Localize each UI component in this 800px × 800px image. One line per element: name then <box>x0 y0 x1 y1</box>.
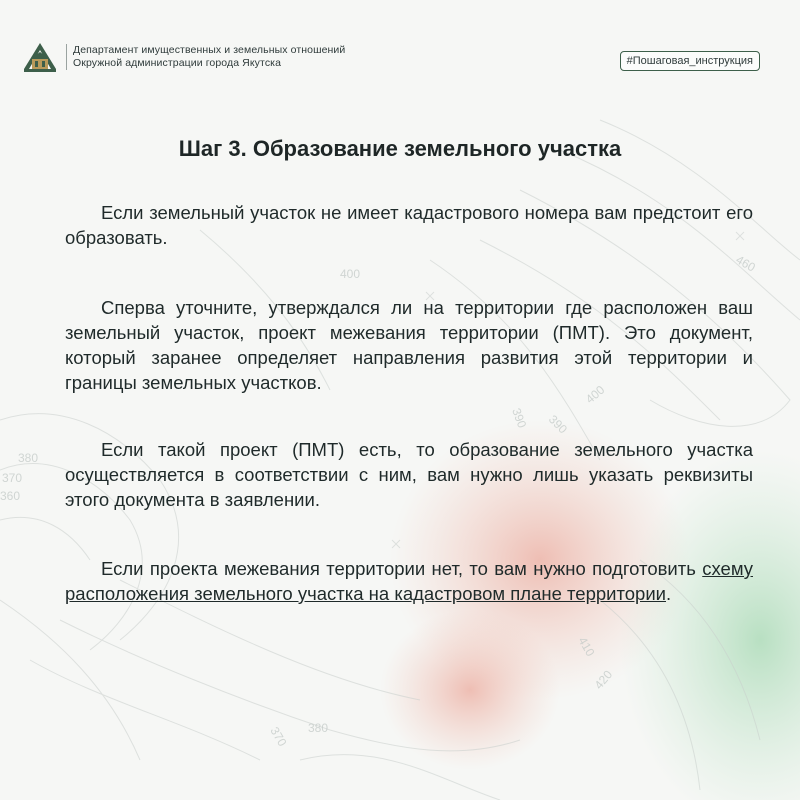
instruction-text <box>65 200 753 606</box>
map-label: 410 <box>575 634 598 659</box>
map-label: 390 <box>509 406 530 430</box>
map-label: 400 <box>340 267 361 281</box>
organization-name <box>66 44 345 70</box>
header <box>20 37 345 77</box>
paragraph-1: Если земельный участок не имеет кадастрового номера вам предстоит его образовать. <box>65 202 753 248</box>
map-label: 380 <box>308 721 329 735</box>
paragraph-4-end: . <box>666 583 672 604</box>
page-title: Шаг 3. Образование земельного участка <box>178 136 622 161</box>
map-label: 370 <box>2 471 23 485</box>
paragraph-4 <box>65 556 753 606</box>
map-label: 460 <box>733 252 758 275</box>
city-emblem-icon <box>20 37 60 77</box>
org-line-1: Департамент имущественных и земельных отношений <box>73 44 346 56</box>
map-label: 380 <box>18 451 39 465</box>
map-label: 390 <box>545 412 570 437</box>
map-label: 360 <box>0 489 21 503</box>
red-blob-small <box>380 610 560 770</box>
paragraph-3: Если такой проект (ПМТ) есть, то образование земельного участка осуществляется в соответствии с ним, вам нужно лишь указать реквизиты этого документа в заявлении. <box>65 439 753 510</box>
map-label: 420 <box>591 667 616 692</box>
paragraph-4-text: Если проекта межевания территории нет, то вам нужно подготовить <box>101 558 703 579</box>
org-line-2: Окружной администрации города Якутска <box>73 57 282 69</box>
scheme-link[interactable]: схему расположения земельного участка на кадастровом плане территории <box>65 558 753 604</box>
paragraph-2: Сперва уточните, утверждался ли на территории где расположен ваш земельный участок, проект межевания территории (ПМТ). Это документ, который заранее определяет направления развития этой территории и границы земельных участков. <box>65 297 753 393</box>
map-label: 400 <box>582 382 608 407</box>
hashtag-badge: #Пошаговая_инструкция <box>620 51 760 71</box>
map-label: 370 <box>267 724 290 749</box>
